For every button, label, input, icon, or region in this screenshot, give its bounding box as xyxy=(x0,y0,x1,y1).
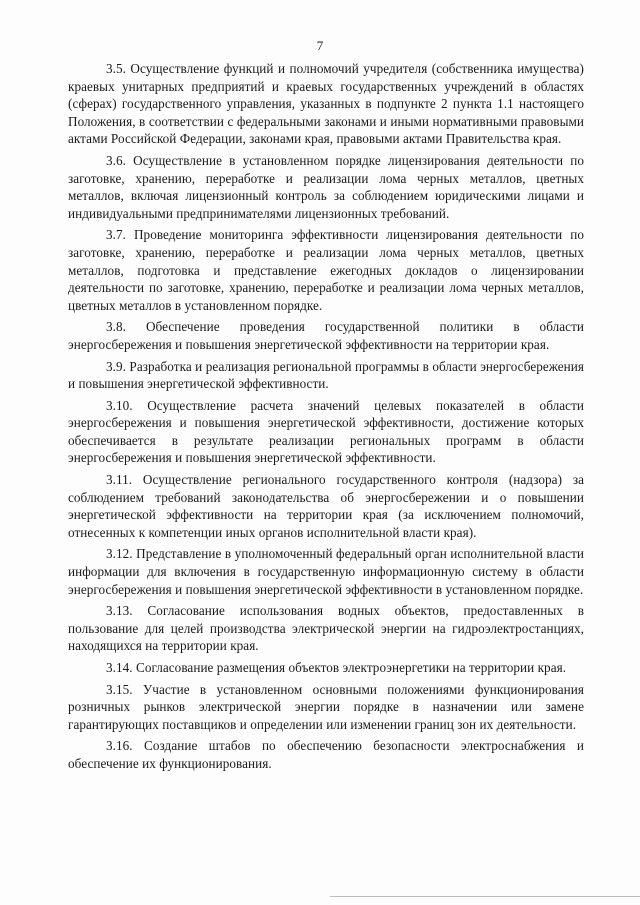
page-number: 7 xyxy=(316,38,324,53)
paragraph-3-6: 3.6. Осуществление в установленном порядке лицензирования деятельности по заготовке, хранению, переработке и реализации лома черных металлов, цветных металлов, включая лицензионный контроль за соблюдением юридическими лицами и индивидуальными предпринимателями лицензионных требований. xyxy=(68,152,584,221)
paragraph-3-16: 3.16. Создание штабов по обеспечению безопасности электроснабжения и обеспечение их функционирования. xyxy=(68,738,584,771)
paragraph-3-9: 3.9. Разработка и реализация региональной программы в области энергосбережения и повышения энергетической эффективности. xyxy=(68,358,584,392)
paragraph-3-15: 3.15. Участие в установленном основными положениями функционирования розничных рынков электрической энергии порядке в назначении или замене гарантирующих поставщиков и определении или изменении границ зон их деятельности. xyxy=(68,681,584,732)
paragraph-3-10: 3.10. Осуществление расчета значений целевых показателей в области энергосбережения и повышения энергетической эффективности, достижение которых обеспечивается в результате реализации региональных программ в области энергосбережения и повышения энергетической эффективности. xyxy=(68,397,584,466)
document-body xyxy=(68,60,584,777)
scan-edge-line xyxy=(330,896,640,897)
paragraph-3-7: 3.7. Проведение мониторинга эффективности лицензирования деятельности по заготовке, хранению, переработке и реализации лома черных металлов, цветных металлов, подготовка и представление ежегодных докладов о лицензировании деятельности по заготовке, хранению, переработке и реализации лома черных металлов, цветных металлов в установленном порядке. xyxy=(68,227,584,313)
paragraph-3-8: 3.8. Обеспечение проведения государственной политики в области энергосбережения и повышения энергетической эффективности на территории края. xyxy=(68,319,584,352)
paragraph-3-12: 3.12. Представление в уполномоченный федеральный орган исполнительной власти информации для включения в государственную информационную систему в области энергосбережения и повышения энергетической эффективности в установленном порядке. xyxy=(68,546,584,597)
paragraph-3-13: 3.13. Согласование использования водных объектов, предоставленных в пользование для целей производства электрической энергии на гидроэлектростанциях, находящихся на территории края. xyxy=(68,603,584,654)
paragraph-3-14: 3.14. Согласование размещения объектов электроэнергетики на территории края. xyxy=(106,660,567,675)
paragraph-3-11: 3.11. Осуществление регионального государственного контроля (надзора) за соблюдением требований законодательства об энергосбережении и о повышении энергетической эффективности на территории края (за исключением полномочий, отнесенных к компетенции иных органов исполнительной власти края). xyxy=(68,472,584,540)
paragraph-3-5: 3.5. Осуществление функций и полномочий учредителя (собственника имущества) краевых унитарных предприятий и краевых государственных учреждений в областях (сферах) государственного управления, указанных в подпункте 2 пункта 1.1 настоящего Положения, в соответствии с федеральными законами и иными нормативными правовыми актами Российской Федерации, законами края, правовыми актами Правительства края. xyxy=(68,61,584,147)
